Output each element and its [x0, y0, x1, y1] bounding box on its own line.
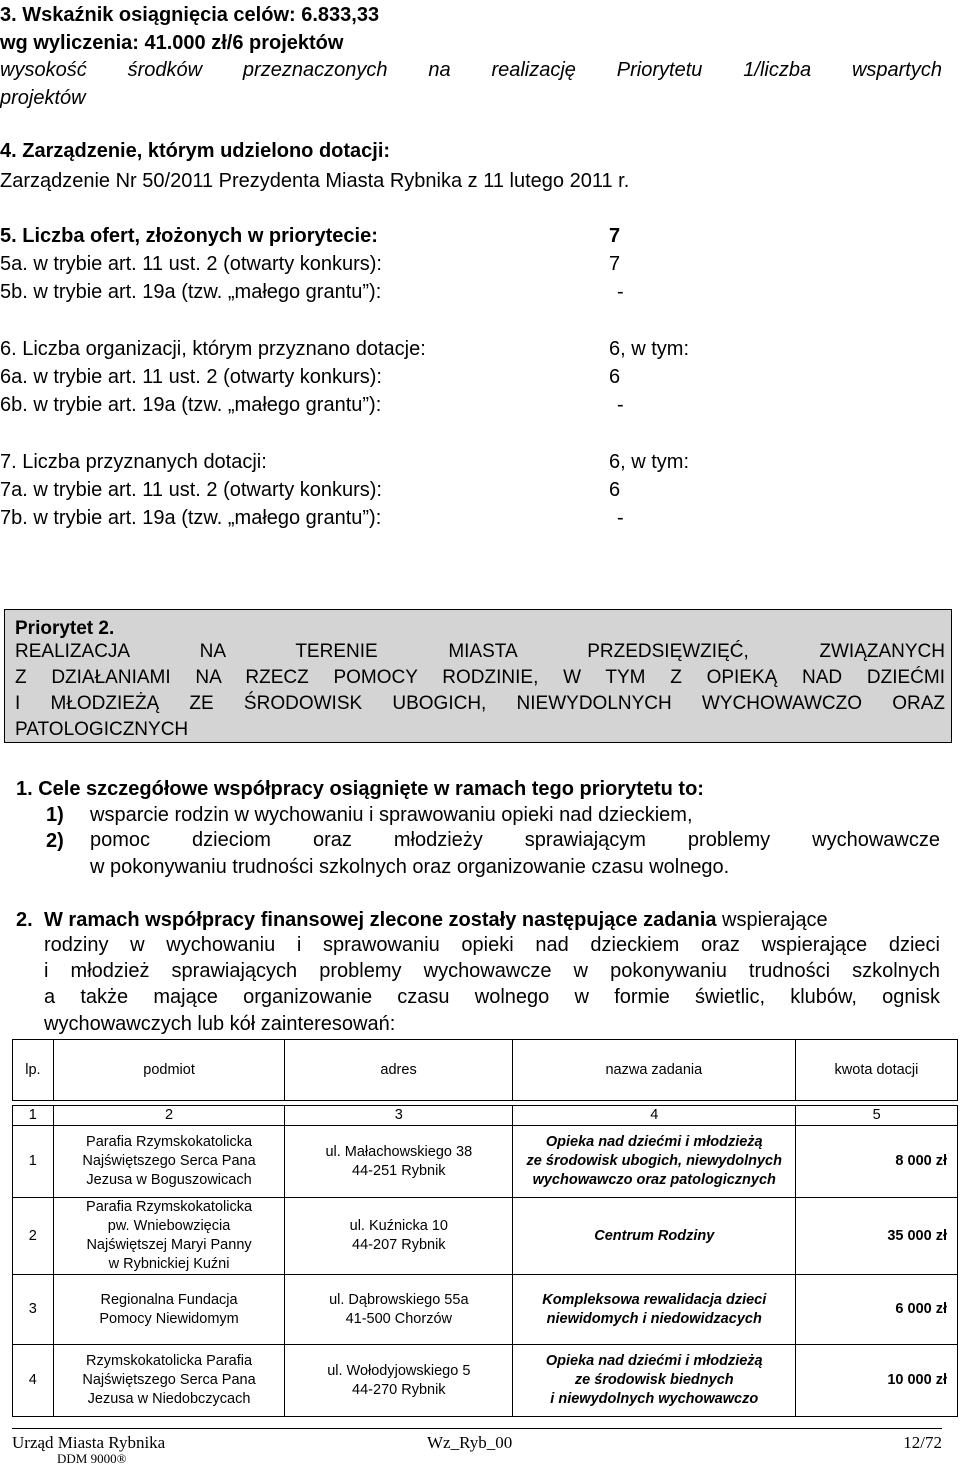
header-lp: lp. — [13, 1040, 54, 1101]
page-footer — [12, 1428, 942, 1452]
s5a-label: 5a. w trybie art. 11 ust. 2 (otwarty konkurs): — [0, 253, 382, 275]
table-header — [12, 1039, 958, 1101]
header-entity: podmiot — [53, 1040, 285, 1101]
cell-entity — [53, 1198, 285, 1275]
cell-entity-line: Regionalna Fundacja — [100, 1291, 238, 1308]
cell-entity-line: pw. Wniebowzięcia — [107, 1218, 231, 1234]
cell-amount: 10 000 zł — [796, 1345, 958, 1417]
colnum-1: 1 — [13, 1106, 54, 1126]
cell-amount: 8 000 zł — [796, 1126, 958, 1198]
priority-line1: REALIZACJA NA TERENIE MIASTA PRZEDSIĘWZIĘĆ, ZWIĄZANYCH — [15, 641, 945, 662]
s5a-value: 7 — [609, 253, 621, 275]
s7a-value: 6 — [609, 479, 621, 501]
cell-address — [285, 1275, 513, 1345]
cell-task-line: niewidomych i niedowidzacych — [546, 1310, 762, 1327]
cell-lp: 2 — [13, 1198, 54, 1275]
goals-item1-text: wsparcie rodzin w wychowaniu i sprawowaniu opieki nad dzieckiem, — [90, 804, 693, 826]
tasks-line3: i młodzież sprawiających problemy wychowawcze w pokonywaniu trudności szkolnych — [44, 960, 940, 982]
priority-line4: PATOLOGICZNYCH — [15, 719, 189, 740]
colnum-3: 3 — [285, 1106, 513, 1126]
priority-line3: I MŁODZIEŻĄ ZE ŚRODOWISK UBOGICH, NIEWYDOLNYCH WYCHOWAWCZO ORAZ — [15, 693, 945, 714]
cell-entity-line: Jezusa w Niedobczycach — [87, 1391, 251, 1407]
cell-task-line: Opieka nad dziećmi i młodzieżą — [545, 1353, 763, 1369]
cell-address-line: 44-251 Rybnik — [352, 1162, 446, 1179]
tasks-lead-rest: wspierające — [722, 909, 828, 931]
cell-lp: 4 — [13, 1345, 54, 1417]
cell-entity-line: Parafia Rzymskokatolicka — [86, 1134, 253, 1150]
cell-task-line: i niewydolnych wychowawczo — [550, 1391, 759, 1407]
goals-item1-num: 1) — [46, 804, 64, 826]
data-table — [12, 1105, 958, 1417]
tasks-bold-lead: W ramach współpracy finansowej zlecone zostały następujące zadania — [44, 909, 717, 931]
s5b-value: - — [617, 281, 624, 303]
cell-entity-line: Najświętszego Serca Pana — [82, 1153, 256, 1169]
cell-task-line: ze środowisk biednych — [574, 1372, 734, 1388]
cell-address-line: ul. Małachowskiego 38 — [325, 1143, 473, 1160]
cell-task — [513, 1198, 796, 1275]
cell-address — [285, 1345, 513, 1417]
cell-amount: 6 000 zł — [796, 1275, 958, 1345]
tasks-line2: rodziny w wychowaniu i sprawowaniu opieki nad dzieckiem oraz wspierające dzieci — [44, 934, 940, 956]
table-row — [13, 1275, 958, 1345]
s6a-value: 6 — [609, 366, 621, 388]
table-row — [13, 1345, 958, 1417]
cell-task — [513, 1275, 796, 1345]
s3-title-line2: wg wyliczenia: 41.000 zł/6 projektów — [0, 32, 344, 54]
cell-address — [285, 1126, 513, 1198]
goals-item2-line2: w pokonywaniu trudności szkolnych oraz organizowanie czasu wolnego. — [90, 856, 730, 878]
colnum-5: 5 — [796, 1106, 958, 1126]
cell-task-line: Opieka nad dziećmi i młodzieżą — [545, 1134, 763, 1150]
s6b-value: - — [617, 394, 624, 416]
tasks-line5: wychowawczych lub kół zainteresowań: — [44, 1013, 396, 1035]
cell-entity — [53, 1275, 285, 1345]
s6-title: 6. Liczba organizacji, którym przyznano dotacje: — [0, 338, 426, 360]
cell-entity — [53, 1345, 285, 1417]
cell-entity — [53, 1126, 285, 1198]
cell-entity-line: Rzymskokatolicka Parafia — [86, 1353, 253, 1369]
s7b-value: - — [617, 507, 624, 529]
cell-task — [513, 1345, 796, 1417]
tasks-num: 2. — [16, 909, 33, 931]
goals-title: 1. Cele szczegółowe współpracy osiągnięte w ramach tego priorytetu to: — [16, 778, 704, 800]
cell-address-line: ul. Wołodyjowskiego 5 — [327, 1362, 471, 1379]
header-address: adres — [285, 1040, 512, 1101]
cell-task-line: ze środowisk ubogich, niewydolnych — [526, 1153, 782, 1169]
cell-address-line: 44-270 Rybnik — [352, 1381, 446, 1398]
cell-task-line: Kompleksowa rewalidacja dzieci — [542, 1291, 767, 1308]
s4-text: Zarządzenie Nr 50/2011 Prezydenta Miasta Rybnika z 11 lutego 2011 r. — [0, 170, 630, 192]
footer-left: Urząd Miasta Rybnika — [12, 1433, 166, 1452]
s5-title: 5. Liczba ofert, złożonych w priorytecie: — [0, 225, 378, 247]
priority-box — [4, 609, 952, 743]
s3-italic-line1: wysokość środków przeznaczonych na realizację Priorytetu 1/liczba wspartych — [0, 59, 942, 81]
cell-entity-line: Parafia Rzymskokatolicka — [86, 1199, 253, 1215]
cell-lp: 3 — [13, 1275, 54, 1345]
header-task: nazwa zadania — [512, 1040, 795, 1101]
s5-value: 7 — [609, 225, 621, 247]
s7b-label: 7b. w trybie art. 19a (tzw. „małego grantu”): — [0, 507, 382, 529]
cell-entity-line: w Rybnickiej Kuźni — [108, 1256, 230, 1272]
priority-line2: Z DZIAŁANIAMI NA RZECZ POMOCY RODZINIE, W TYM Z OPIEKĄ NAD DZIEĆMI — [15, 667, 945, 688]
s3-italic-line2: projektów — [0, 87, 86, 109]
s7-value: 6, w tym: — [609, 451, 690, 473]
cell-entity-line: Jezusa w Boguszowicach — [86, 1172, 252, 1188]
s4-title: 4. Zarządzenie, którym udzielono dotacji: — [0, 140, 391, 162]
table-row — [13, 1198, 958, 1275]
tasks-line4: a także mające organizowanie czasu wolnego w formie świetlic, klubów, ognisk — [44, 986, 940, 1008]
footer-sub: DDM 9000® — [57, 1451, 127, 1466]
cell-entity-line: Najświętszego Serca Pana — [82, 1372, 256, 1388]
cell-task-line: Centrum Rodziny — [594, 1227, 715, 1244]
cell-address-line: ul. Kuźnicka 10 — [349, 1218, 448, 1234]
header-amount: kwota dotacji — [795, 1040, 957, 1101]
table-row — [13, 1126, 958, 1198]
cell-entity-line: Pomocy Niewidomym — [99, 1310, 239, 1327]
footer-center: Wz_Ryb_00 — [427, 1433, 513, 1452]
s7a-label: 7a. w trybie art. 11 ust. 2 (otwarty konkurs): — [0, 479, 382, 501]
tasks-lead — [44, 908, 828, 932]
cell-task-line: wychowawczo oraz patologicznych — [532, 1172, 776, 1188]
cell-address — [285, 1198, 513, 1275]
cell-address-line: 41-500 Chorzów — [345, 1310, 452, 1327]
cell-amount: 35 000 zł — [796, 1198, 958, 1275]
goals-item2-num: 2) — [46, 830, 64, 852]
cell-task — [513, 1126, 796, 1198]
cell-address-line: ul. Dąbrowskiego 55a — [329, 1291, 469, 1308]
s3-title-line1: 3. Wskaźnik osiągnięcia celów: 6.833,33 — [0, 4, 380, 26]
s7-title: 7. Liczba przyznanych dotacji: — [0, 451, 267, 473]
s6b-label: 6b. w trybie art. 19a (tzw. „małego grantu”): — [0, 394, 382, 416]
goals-item2-line1: pomoc dzieciom oraz młodzieży sprawiającym problemy wychowawcze — [90, 829, 940, 851]
footer-right: 12/72 — [903, 1433, 942, 1452]
colnum-2: 2 — [53, 1106, 285, 1126]
colnum-4: 4 — [513, 1106, 796, 1126]
s6a-label: 6a. w trybie art. 11 ust. 2 (otwarty konkurs): — [0, 366, 382, 388]
s5b-label: 5b. w trybie art. 19a (tzw. „małego grantu”): — [0, 281, 382, 303]
cell-entity-line: Najświętszej Maryi Panny — [86, 1237, 252, 1253]
s6-value: 6, w tym: — [609, 338, 690, 360]
cell-address-line: 44-207 Rybnik — [352, 1237, 446, 1253]
priority-title: Priorytet 2. — [15, 618, 115, 639]
cell-lp: 1 — [13, 1126, 54, 1198]
